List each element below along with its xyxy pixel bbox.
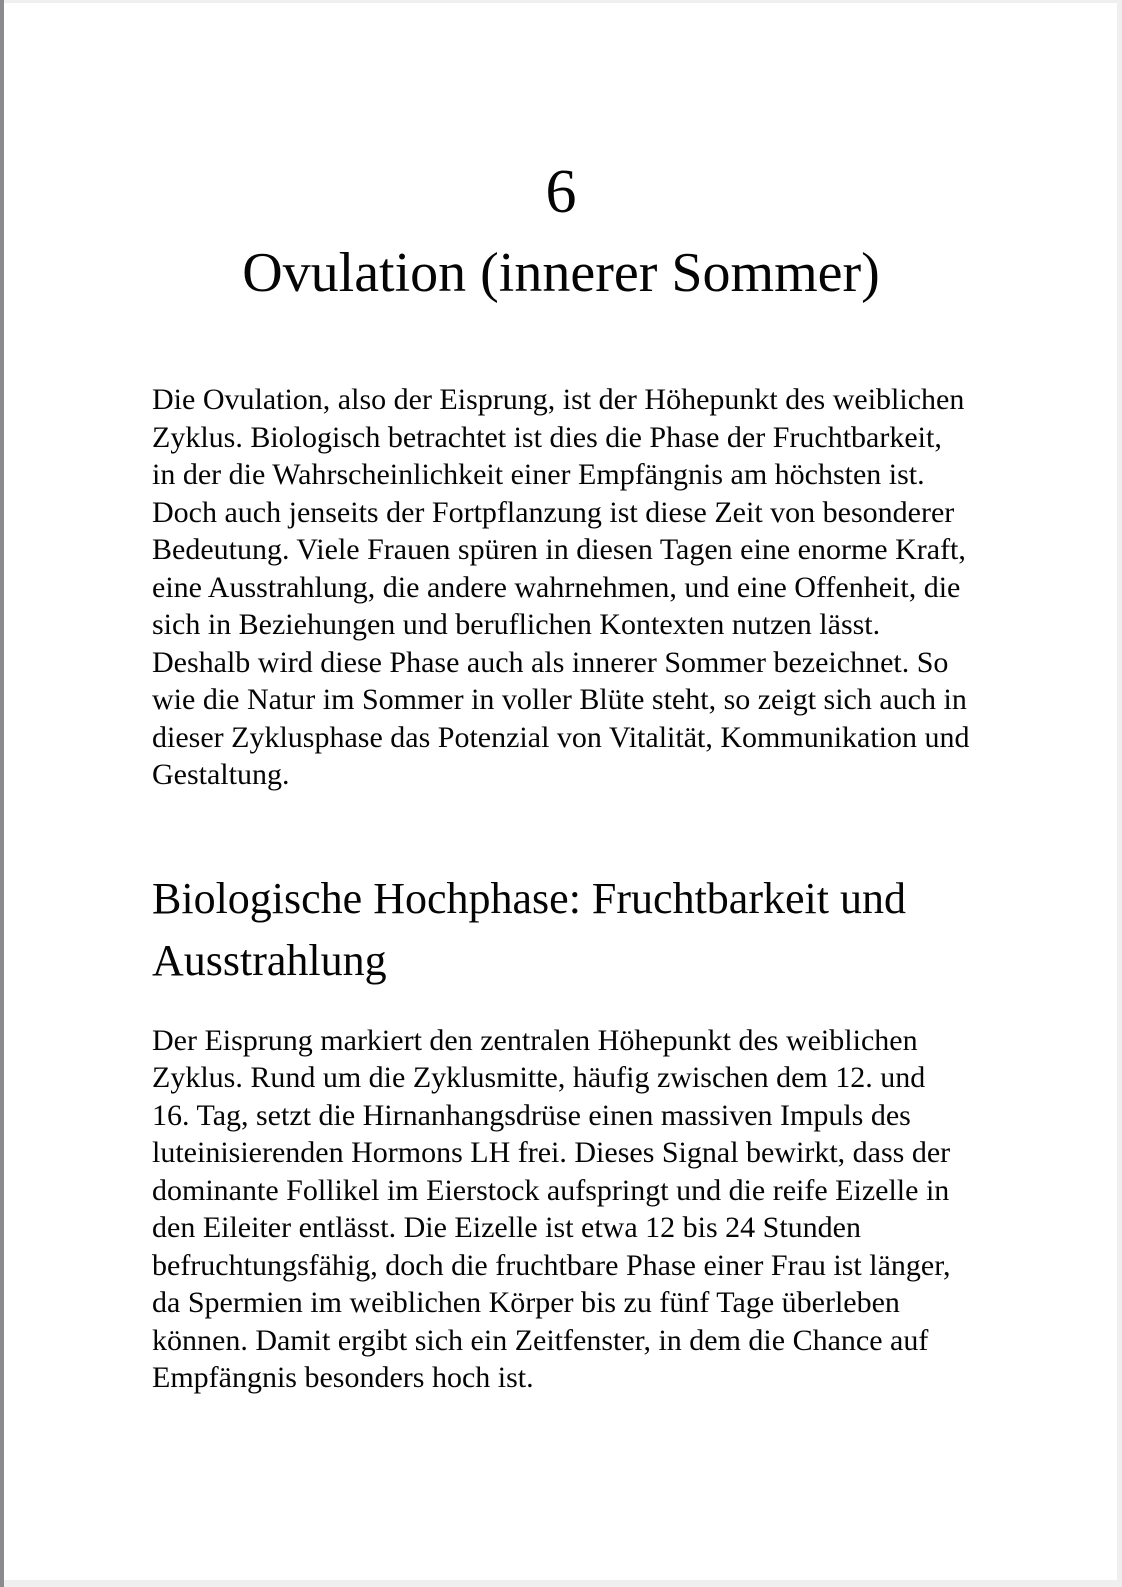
chapter-number: 6 (545, 158, 577, 226)
page-content (152, 3, 970, 1397)
paragraph-intro: Die Ovulation, also der Eisprung, ist der Höhepunkt des weiblichen Zyklus. Biologisch betrachtet ist dies die Phase der Fruchtbarkeit, in der die Wahrscheinlichkeit einer Empfängnis am höchsten ist. Doch auch jenseits der Fortpflanzung ist diese Zeit von besonderer Bedeutung. Viele Frauen spüren in diesen Tagen eine enorme Kraft, eine Ausstrahlung, die andere wahrnehmen, und eine Offenheit, die sich in Beziehungen und beruflichen Kontexten nutzen lässt. Deshalb wird diese Phase auch als innerer Sommer bezeichnet. So wie die Natur im Sommer in voller Blüte steht, so zeigt sich auch in dieser Zyklusphase das Potenzial von Vitalität, Kommunikation und Gestaltung. (152, 383, 970, 791)
chapter-title: Ovulation (innerer Sommer) (242, 242, 880, 304)
page-left-edge (0, 0, 4, 1587)
section-heading: Biologische Hochphase: Fruchtbarkeit und Ausstrahlung (152, 873, 906, 985)
paragraph-biology: Der Eisprung markiert den zentralen Höhepunkt des weiblichen Zyklus. Rund um die Zyklusmitte, häufig zwischen dem 12. und 16. Tag, setzt die Hirnanhangsdrüse einen massiven Impuls des luteinisierenden Hormons LH frei. Dieses Signal bewirkt, dass der dominante Follikel im Eierstock aufspringt und die reife Eizelle in den Eileiter entlässt. Die Eizelle ist etwa 12 bis 24 Stunden befruchtungsfähig, doch die fruchtbare Phase einer Frau ist länger, da Spermien im weiblichen Körper bis zu fünf Tage überleben können. Damit ergibt sich ein Zeitfenster, in dem die Chance auf Empfängnis besonders hoch ist. (152, 1023, 951, 1394)
document-page (4, 3, 1117, 1580)
